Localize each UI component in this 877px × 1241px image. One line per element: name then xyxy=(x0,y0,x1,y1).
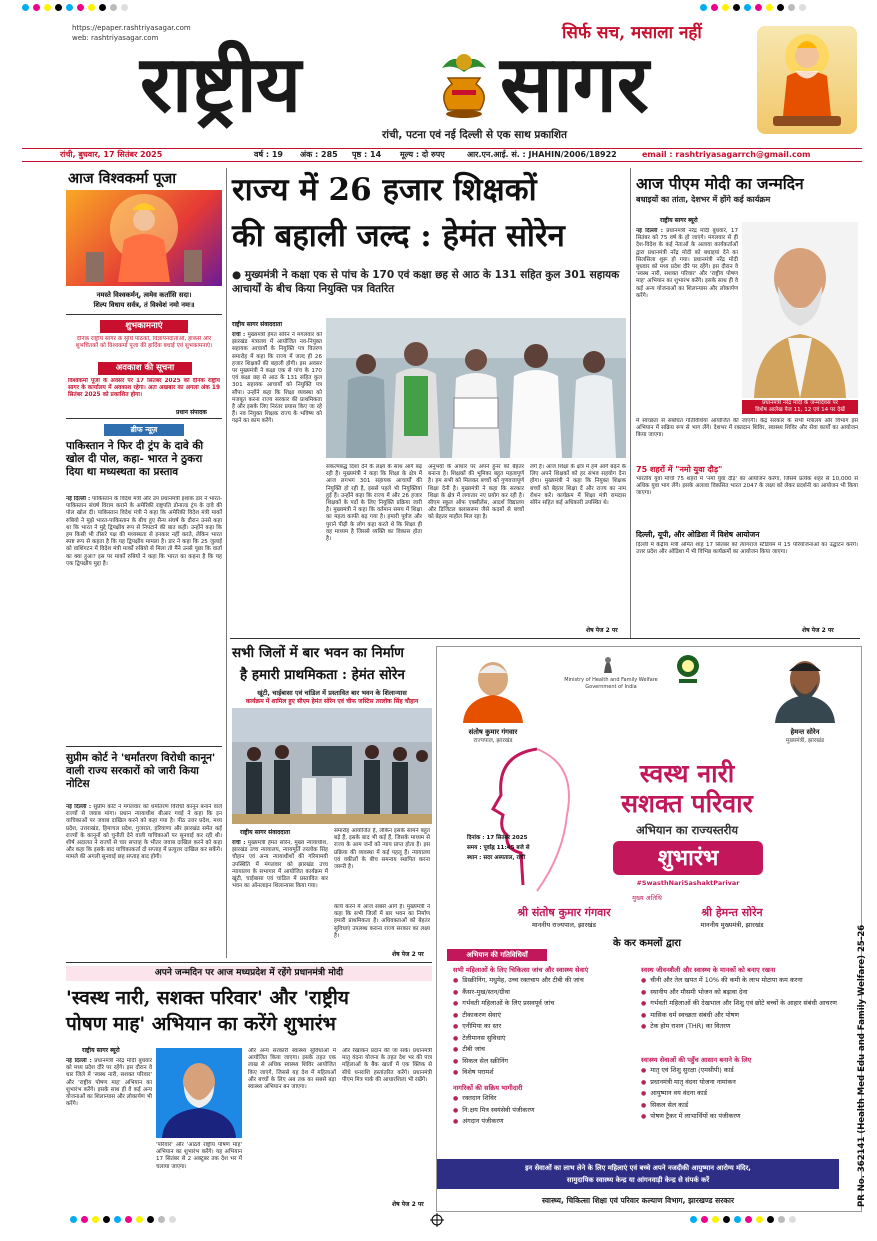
ad-footer-bar xyxy=(437,1159,839,1189)
bottom-modi-photo xyxy=(156,1048,242,1138)
bar-bhawan-continued: शेष पेज 2 पर xyxy=(392,951,424,958)
activities-list-item: ● टीबी जांच xyxy=(453,1044,633,1056)
prayer-line-1: नमस्ते विश्वकर्मन्, त्वमेव कर्तासि सदा। xyxy=(96,291,192,299)
activities-heading: सभी महिलाओं के लिए चिकित्सा जांच और स्वास्थ्य सेवाएं xyxy=(453,966,589,974)
ad-side-strip xyxy=(843,924,867,1207)
special-events-title: दिल्ली, यूपी, और ओडिशा में विशेष आयोजन xyxy=(636,530,760,539)
lifestyle-list xyxy=(641,975,839,1033)
bar-bhawan-dateline: रांची : xyxy=(232,840,246,846)
bar-bhawan-body-1 xyxy=(232,840,328,958)
lead-continued: शेष पेज 2 पर xyxy=(586,627,618,634)
namo-run-title: 75 शहरों में "नमो युवा दौड़" xyxy=(636,465,723,474)
ad-time: समय : पूर्वाह्न 11:45 बजे से xyxy=(467,845,530,851)
issue-label: अंक : 285 xyxy=(300,150,338,159)
youth-list-item: ● नि:क्षय मित्र स्वयंसेवी पंजीकरण xyxy=(453,1105,633,1117)
bottom-body-col2: 'परिवार' और 'आठवें राष्ट्रीय पोषण माह' अभियान का शुभारंभ करेंगे। यह अभियान 17 सितंबर से 2 अक्टूबर तक देश भर में चलाया जाएगा। xyxy=(156,1142,242,1170)
pm-body-4: दिल्ली में केंद्रीय मंत्री अमित शाह 17 सितंबर को त्यागराज स्टेडियम में 15 परियोजनाओं का उद्घाटन करेंगे। उत्तर प्रदेश और ओडिशा में भी विभिन्न कार्यक्रमों का आयोजन किया जाएगा। xyxy=(636,542,858,556)
registration-dots-top-right xyxy=(700,4,806,11)
guest1-role: माननीय राज्यपाल, झारखंड xyxy=(531,921,597,929)
cm-role: मुख्यमंत्री, झारखंड xyxy=(785,738,825,744)
pm-caption-title: प्रधानमंत्री नरेंद्र मोदी के जन्मदिवस पर xyxy=(762,400,838,406)
youth-heading: नागरिकों की सक्रिय भागीदारी xyxy=(453,1084,523,1092)
divider xyxy=(66,314,222,315)
ad-title-line2: सशक्त परिवार xyxy=(621,789,753,818)
epaper-url: https://epaper.rashtriyasagar.com xyxy=(72,24,191,32)
price-label: मूल्य : दो रुपए xyxy=(400,150,445,159)
masthead xyxy=(22,18,862,148)
lead-byline: राष्ट्रीय सागर संवाददाता xyxy=(232,321,283,328)
activities-list xyxy=(453,975,633,1079)
brief1-headline: पाकिस्तान ने फिर दी ट्रंप के दावे की खोल दी पोल, कहा- भारत ने ठुकरा दिया था मध्यस्थता का प्रस्ताव xyxy=(66,440,204,478)
guest-hands: के कर कमलों द्वारा xyxy=(613,938,681,949)
lead-body-col3: अनुभवों के आधार पर अपने हुनर को बेहतर बनाना है। शिक्षकों की भूमिका बहुत महत्वपूर्ण है। हम सभी को मिलकर बच्चों को गुणवत्तापूर्ण शिक्षा देनी है। मुख्यमंत्री ने कहा कि सरकार शिक्षा के क्षेत्र में लगातार नए प्रयोग कर रही है। सीएम स्कूल ऑफ एक्सीलेंस, आदर्श विद्यालय और डिजिटल क्लासरूम जैसे कदमों से बच्चों को बेहतर माहौल मिल रहा है। xyxy=(428,464,524,521)
brief2-dateline: नई दिल्ली : xyxy=(66,804,92,810)
activities-list-item: ● टेलीमानस सुविधाएं xyxy=(453,1033,633,1045)
pm-dateline: नई दिल्ली : xyxy=(636,228,664,234)
divider xyxy=(230,638,860,639)
kalash-logo xyxy=(434,50,494,120)
lead-body-col2: संकल्पबद्ध दिशा देने के लक्ष्य के साथ आगे बढ़ रही है। मुख्यमंत्री ने कहा कि शिक्षा के क्षेत्र में आज लगभग 301 सहायक आचार्यों की नियुक्ति हो रही है, इससे पहले भी नियुक्तियां हुई हैं। उन्होंने कहा कि राज्य में और 26 हजार शिक्षकों के पदों के लिए नियुक्ति प्रक्रिया जारी है। मुख्यमंत्री ने कहा कि वर्तमान समय में शिक्षा का महत्व काफी बढ़ गया है। हमारी पूर्वज और पुराने पीढ़ी के लोग कहा करते थे कि शिक्षा ही वह माध्यम है जिससे व्यक्ति का विकास होता है। xyxy=(326,464,422,543)
lifestyle-list-item: ● चीनी और तेल खपत में 10% की कमी के लाभ मोटापा कम करना xyxy=(641,975,839,987)
brief1-body xyxy=(66,496,222,742)
bottom-body-col3: और अन्य सरकारी स्वास्थ्य सुविधाओं में आयोजित किया जाएगा। इसके तहत एक लाख से अधिक स्वास्थ्य शिविर आयोजित किए जाएंगे, जिससे यह देश में महिलाओं और बच्चों के लिए अब तक का सबसे बड़ा स्वास्थ्य अभियान बन जाएगा। xyxy=(248,1048,336,1091)
ad-title-line1: स्वस्थ नारी xyxy=(639,759,735,788)
info-bar xyxy=(22,148,862,162)
ad-hashtag: #SwasthNariSashaktParivar xyxy=(636,879,740,887)
masthead-title-left: राष्ट्रीय xyxy=(140,39,301,130)
youth-list-item: ● अंगदान पंजीकरण xyxy=(453,1116,633,1128)
national-emblem-icon xyxy=(597,653,619,675)
lifestyle-list-item: ● स्थानीय और मौसमी भोजन को बढ़ावा देना xyxy=(641,987,839,999)
ministry-line-1: Ministry of Health and Family Welfare xyxy=(564,677,658,683)
ad-launch-badge: शुभारंभ xyxy=(613,841,763,875)
divider xyxy=(66,962,432,963)
pm-continued: शेष पेज 2 पर xyxy=(802,627,834,634)
access-list-item: ● आयुष्मान वय वंदना कार्ड xyxy=(641,1088,839,1100)
activities-list-item: ● टीकाकरण सेवाएं xyxy=(453,1010,633,1022)
brief1-dateline: नई दिल्ली : xyxy=(66,496,91,502)
place-date: रांची, बुधवार, 17 सितंबर 2025 xyxy=(60,150,163,159)
access-list-item: ● प्रधानमंत्री मातृ वंदना योजना नामांकन xyxy=(641,1077,839,1089)
bar-bhawan-body-2: समारोह आयोजित है, लेकिन इसके सामने बहुत बड़े हैं, इसके बाद भी कई हैं, जिसके माध्यम से राज्य के आम जनों को न्याय प्राप्त होता है। इस प्रक्रिया की व्यवस्था में कई पहलू हैं। न्यायालय एवं वकीलों के बीच समन्वय स्थापित करना जरूरी है। xyxy=(334,828,430,871)
pm-caption-text: विशेष आलेख पेज 11, 12 एवं 14 पर देखें xyxy=(755,407,845,413)
lifestyle-list-item: ● गर्भवती महिलाओं की देखभाल और शिशु एवं छोटे बच्चों के आहार संबंधी आचरण xyxy=(641,998,839,1010)
ad-venue: स्थान : सदर अस्पताल, रांची xyxy=(467,855,526,861)
column-rule xyxy=(630,168,631,638)
bottom-text-col1: प्रधानमंत्री नरेंद्र मोदी बुधवार को मध्य प्रदेश दौरे पर रहेंगे। इस दौरान वे धार जिले में 'स्वस्थ नारी, सशक्त परिवार' और 'राष्ट्रीय पोषण माह' अभियान का शुभारंभ करेंगे। इसके साथ ही वे कई अन्य योजनाओं का शिलान्यास और लोकार्पण भी करेंगे। xyxy=(66,1058,152,1108)
governor-name: संतोष कुमार गंगवार xyxy=(468,728,518,736)
bar-bhawan-text-1: मुख्यमंत्री हेमंत सोरेन, मुख्य न्यायाधीश, झारखंड उच्च न्यायालय, न्यायमूर्ति तरलोक सिंह चौहान एवं अन्य न्यायाधीशों की गरिमामयी उपस्थिति में मंगलवार को झारखंड उच्च न्यायालय के सभागार में आयोजित कार्यक्रम में खूंटी, चाईबासा एवं चांडिल में प्रस्तावित बार भवन का ऑनलाइन शिलान्यास किया गया। xyxy=(232,840,328,890)
lead-dateline: रांची : xyxy=(232,332,246,338)
access-heading: स्वास्थ्य सेवाओं की पहुँच आसान बनाने के लिए xyxy=(641,1056,752,1064)
lead-photo xyxy=(326,318,626,458)
bottom-dateline: नई दिल्ली : xyxy=(66,1058,92,1064)
activities-list-item: ● डिस्क्रीनिंग, मधुमेह, उच्च रक्तचाप और टीबी की जांच xyxy=(453,975,633,987)
pages-label: पृष्ठ : 14 xyxy=(352,150,382,159)
governor-photo xyxy=(459,653,527,723)
prayer-line-2: शिल्प विधाय सर्वत्र, तं विश्वेशं नमो नमः॥ xyxy=(93,301,195,309)
holiday-title: अवकाश की सूचना xyxy=(98,362,192,375)
governor-role: राज्यपाल, झारखंड xyxy=(473,738,513,744)
bar-bhawan-subhead-2: कार्यक्रम में शामिल हुए सीएम हेमंत सोरेन एवं चीफ जस्टिस तरलोक सिंह चौहान xyxy=(245,698,419,705)
lead-text-col1: मुख्यमंत्री हेमंत सोरेन ने मंगलवार को झारखंड मंत्रालय में आयोजित नव-नियुक्त सहायक आचार्यों के नियुक्ति पत्र वितरण समारोह में कहा कि राज्य में जल्द ही 26 हजार शिक्षकों की बहाली होगी। इस अवसर पर मुख्यमंत्री ने कक्षा एक से पांच के 170 एवं कक्षा छह से आठ के 131 सहित कुल 301 सहायक आचार्यों को नियुक्ति पत्र सौंपा। उन्होंने कहा कि शिक्षा व्यवस्था को मजबूत करना राज्य सरकार की प्राथमिकता है और इसके लिए निरंतर प्रयास किए जा रहे हैं। नव नियुक्त शिक्षक राज्य के भविष्य को गढ़ने का काम करेंगे। xyxy=(232,332,322,425)
ad-department: स्वास्थ्य, चिकित्सा शिक्षा एवं परिवार कल्याण विभाग, झारखण्ड सरकार xyxy=(541,1196,735,1205)
vishwakarma-title: आज विश्वकर्मा पूजा xyxy=(68,170,177,187)
youth-list-item: ● रक्तदान शिविर xyxy=(453,1093,633,1105)
youth-list xyxy=(453,1093,633,1128)
brief2-text: सुप्रीम कोर्ट ने मंगलवार को धर्मांतरण विरोधी कानून बनाने वाले राज्यों से जवाब मांगा। प्रधान न्यायाधीश बीआर गवई ने कहा कि इन याचिकाओं पर जवाब दाखिल करने को कहा गया है। पीठ उत्तर प्रदेश, मध्य प्रदेश, उत्तराखंड, हिमाचल प्रदेश, गुजरात, हरियाणा और झारखंड समेत कई राज्यों के कानूनों को चुनौती देने वाली याचिकाओं पर सुनवाई कर रही थी। शीर्ष अदालत ने राज्यों से चार सप्ताह के भीतर जवाब दाखिल करने को कहा और कहा कि इसके बाद याचिकाकर्ता दो सप्ताह में प्रत्युत्तर दाखिल कर सकेंगे। मामले की अगली सुनवाई छह सप्ताह बाद होगी। xyxy=(66,804,222,861)
wishes-text: दैनिक राष्ट्रीय सागर के सुधि पाठकों, विज्ञापनदाताओं, हॉकर्स और शुभचिंतकों को विश्वकर्मा पूजा की हार्दिक बधाई एवं शुभकामनाएं। xyxy=(75,336,213,350)
holiday-signature: प्रधान संपादक xyxy=(176,409,207,416)
jharkhand-emblem-icon xyxy=(675,653,701,685)
pm-body-3: भारतीय युवा मोर्चा 75 शहरों में 'नमो युवा दौड़' का आयोजन करेगा, जिसमें प्रत्येक शहर से 10,000 से अधिक युवा भाग लेंगे। इसके अलावा विकसित भारत 2047 के लक्ष्य को लेकर प्रदर्शनी का आयोजन भी किया जाएगा। xyxy=(636,476,858,497)
lead-subhead: ● मुख्यमंत्री ने कक्षा एक से पांच के 170 एवं कक्षा छह से आठ के 131 सहित कुल 301 सहायक आचार्यों के बीच किया नियुक्ति पत्र वितरित xyxy=(232,269,620,295)
wishes-title: शुभकामनाएं xyxy=(100,320,188,333)
email-label: email : rashtriyasagarrch@gmail.com xyxy=(642,150,811,159)
left-column xyxy=(66,168,224,861)
bar-bhawan-headline-2: है हमारी प्राथमिकता : हेमंत सोरेन xyxy=(240,667,405,683)
bar-bhawan-byline: राष्ट्रीय सागर संवाददाता xyxy=(240,829,291,836)
vishwakarma-photo xyxy=(66,190,222,286)
bottom-continued: शेष पेज 2 पर xyxy=(392,1201,424,1208)
guest2-role: माननीय मुख्यमंत्री, झारखंड xyxy=(700,921,764,929)
web-url: web: rashtriyasagar.com xyxy=(72,34,159,42)
guest1-name: श्री संतोष कुमार गंगवार xyxy=(517,906,611,919)
bottom-body-col4: और रेखांकन प्रदान की जा सके। प्रधानमंत्री मातृ वंदना योजना के तहत देश भर की पात्र महिलाओं के बैंक खातों में एक क्लिक से सीधे धनराशि हस्तांतरित करेंगे। प्रधानमंत्री पीएम मित्र पार्क की आधारशिला भी रखेंगे। xyxy=(342,1048,432,1083)
activities-list-item: ● कैंसर-मुख/स्तन/ग्रीवा xyxy=(453,987,633,999)
column-rule xyxy=(226,168,227,958)
guest2-name: श्री हेमन्त सोरेन xyxy=(701,906,763,919)
access-list-item: ● मातृ एवं शिशु सुरक्षा (एमसीपी) कार्ड xyxy=(641,1065,839,1077)
registration-dots-top-left xyxy=(22,4,128,11)
brief-news-label: ब्रीफ न्यूज़ xyxy=(104,424,184,436)
brief1-text: पाकिस्तान के विदेश मंत्री और उप प्रधानमंत्री इशाक डार ने भारत-पाकिस्तान संघर्ष विराम कराने के अमेरिकी राष्ट्रपति डोनाल्ड ट्रंप के दावे की पोल खोल दी। पाकिस्तान विदेश मंत्री ने कहा कि अमेरिकी विदेश मंत्री मार्को रुबियो ने मुझे भारत-पाकिस्तान के बीच हुए सैन्य संघर्ष के दौरान उनसे कहा था कि भारत ने मुद्दे द्विपक्षीय रूप से निपटाने की बात कही। उन्होंने कहा कि हम किसी भी तीसरे पक्ष की मध्यस्थता से इनकार नहीं करते, लेकिन भारत स्पष्ट रूप से कहता है कि यह द्विपक्षीय मामला है। डार ने कहा कि 25 जुलाई को वाशिंगटन में विदेश मंत्री मार्को रुबियो से मिला तो मैंने उनसे पूछा कि वार्ता का क्या हुआ? इस पर मार्को रुबियो ने कहा कि भारत का कहना है कि यह एक द्विपक्षीय मुद्दा है। xyxy=(66,496,222,567)
masthead-title-right: सागर xyxy=(500,39,649,130)
lead-body-col4: लगे हैं। आज शिक्षा के क्षेत्र में हमें आगे बढ़ने के लिए अपने शिक्षकों को हर संभव सहयोग देना होगा। मुख्यमंत्री ने कहा कि नियुक्त शिक्षक बच्चों को बेहतर शिक्षा दें और राज्य का नाम रोशन करें। कार्यक्रम में शिक्षा मंत्री रामदास सोरेन सहित कई अधिकारी उपस्थित थे। xyxy=(530,464,626,507)
pm-body xyxy=(636,228,738,398)
pm-body-2: में स्वच्छता से संबंधित गतिविधियां आयोजित की जाएंगी। केंद्र सरकार के सभी मंत्रालय और विभाग इस अभियान में सक्रिय रूप से भाग लेंगे। देशभर में रक्तदान शिविर, स्वास्थ्य शिविर और सेवा कार्यों का आयोजन किया जाएगा। xyxy=(636,418,858,439)
health-campaign-ad xyxy=(436,646,867,1212)
vishwakarma-illustration xyxy=(757,26,857,134)
activities-list-item: ● विशेष परामर्श xyxy=(453,1067,633,1079)
lifestyle-list-item: ● मासिक धर्म स्वच्छता संबंधी और पोषण xyxy=(641,1010,839,1022)
activities-list-item: ● एनीमिया का स्तर xyxy=(453,1021,633,1033)
access-list-item: ● सिकल सेल कार्ड xyxy=(641,1100,839,1112)
lead-headline-line2: की बहाली जल्द : हेमंत सोरेन xyxy=(232,218,565,254)
chief-guest-label: मुख्य अतिथि xyxy=(632,894,662,902)
bottom-byline: राष्ट्रीय सागर ब्यूरो xyxy=(82,1047,120,1054)
divider xyxy=(66,746,222,747)
bottom-headline-line2: पोषण माह' अभियान का करेंगे शुभारंभ xyxy=(66,1013,336,1035)
ministry-line-2: Government of India xyxy=(585,684,637,690)
brief2-headline: सुप्रीम कोर्ट ने 'धर्मांतरण विरोधी कानून' वाली राज्य सरकारों को जारी किया नोटिस xyxy=(66,752,216,790)
lead-headline-line1: राज्य में 26 हजार शिक्षकों xyxy=(232,172,537,208)
lead-body-col1 xyxy=(232,332,322,632)
registration-dots-bottom-right xyxy=(690,1216,796,1223)
bar-bhawan-headline-1: सभी जिलों में बार भवन का निर्माण xyxy=(232,645,404,661)
ad-footer-text-2: सामुदायिक स्वास्थ्य केन्द्र या आंगनवाड़ी केन्द्र से संपर्क करें xyxy=(566,1176,710,1184)
bottom-body-col1 xyxy=(66,1058,152,1208)
bottom-kicker: अपने जन्मदिन पर आज मध्यप्रदेश में रहेंगे प्रधानमंत्री मोदी xyxy=(66,966,432,981)
ad-date: दिनांक : 17 सितंबर 2025 xyxy=(467,835,528,841)
rni-label: आर.एन.आई. सं. : JHAHIN/2006/18922 xyxy=(467,150,617,159)
lifestyle-heading: स्वस्थ जीवनशैली और स्वास्थ्य के मानकों को बनाए रखना xyxy=(641,966,776,974)
pm-byline: राष्ट्रीय सागर ब्यूरो xyxy=(660,217,698,224)
access-list xyxy=(641,1065,839,1123)
pm-birthday-title: आज पीएम मोदी का जन्मदिन xyxy=(636,174,804,193)
activities-list-item: ● गर्भवती महिलाओं के लिए प्रसवपूर्व जांच xyxy=(453,998,633,1010)
crosshair-icon xyxy=(430,1212,444,1226)
lifestyle-list-item: ● टेक होम राशन (THR) का वितरण xyxy=(641,1021,839,1033)
holiday-text: विश्वकर्मा पूजा के अवसर पर 17 सितंबर 2025 को दैनिक राष्ट्रीय सागर के कार्यालय में अवकाश रहेगा। अतः अखबार का अगला अंक 19 सितंबर 2025 को प्रकाशित होगा। xyxy=(68,378,220,399)
ad-footer-text-1: इन सेवाओं का लाभ लेने के लिए महिलाएं एवं बच्चे अपने नजदीकी आयुष्मान आरोग्य मंदिर, xyxy=(525,1164,751,1172)
chief-minister-photo xyxy=(771,653,839,723)
masthead-subtitle: रांची, पटना एवं नई दिल्ली से एक साथ प्रकाशित xyxy=(382,129,568,141)
bar-bhawan-subhead-1: खूंटी, चाईबासा एवं चांडिल में प्रस्तावित बार भवन के शिलान्यास xyxy=(257,689,407,697)
activities-label: अभियान की गतिविधियाँ xyxy=(447,949,547,961)
bar-bhawan-photo xyxy=(232,708,432,824)
ad-title-line3: अभियान का राज्यस्तरीय xyxy=(635,823,738,837)
bar-bhawan-body-3: कार्य करने में आज सबसे आगे हैं। मुख्यमंत्री ने कहा कि सभी जिलों में बार भवन का निर्माण हमारी प्राथमिकता है। अधिवक्ताओं को बेहतर सुविधाएं उपलब्ध कराना राज्य सरकार का लक्ष्य है। xyxy=(334,904,430,939)
cm-name: हेमन्त सोरेन xyxy=(790,728,820,736)
pm-text: प्रधानमंत्री नरेंद्र मोदी बुधवार, 17 सितंबर को 75 वर्ष के हो जाएंगे। मंगलवार से ही देश-विदेश के कई नेताओं के अलावा कार्यकर्ताओं द्वारा प्रधानमंत्री नरेंद्र मोदी को बधाइयां देने का सिलसिला शुरू हो गया। प्रधानमंत्री नरेंद्र मोदी बुधवार को मध्य प्रदेश दौरे पर रहेंगे। इस दौरान वे 'स्वस्थ नारी, सशक्त परिवार' और 'राष्ट्रीय पोषण माह' अभियान का शुभारंभ करेंगे। इसके साथ ही वे कई अन्य योजनाओं का शिलान्यास और लोकार्पण करेंगे। xyxy=(636,228,738,299)
bottom-headline-line1: 'स्वस्थ नारी, सशक्त परिवार' और 'राष्ट्रीय xyxy=(66,987,349,1009)
pm-photo-caption xyxy=(742,400,858,414)
year-label: वर्ष : 19 xyxy=(254,150,283,159)
divider xyxy=(66,418,222,419)
pm-birthday-subtitle: बधाइयों का तांता, देशभर में होंगे कई कार्यक्रम xyxy=(636,195,771,204)
access-list-item: ● पोषण ट्रैकर में लाभार्थियों का पंजीकरण xyxy=(641,1111,839,1123)
pm-modi-photo xyxy=(742,222,858,398)
ad-pr-number: PR No. 362141 (Health Med Edu and Family Welfare) 25-26 xyxy=(857,924,867,1207)
activities-list-item: ● सिकल सेल स्क्रीनिंग xyxy=(453,1056,633,1068)
masthead-tagline: सिर्फ सच, मसाला नहीं xyxy=(562,23,702,43)
registration-dots-bottom-left xyxy=(70,1216,176,1223)
